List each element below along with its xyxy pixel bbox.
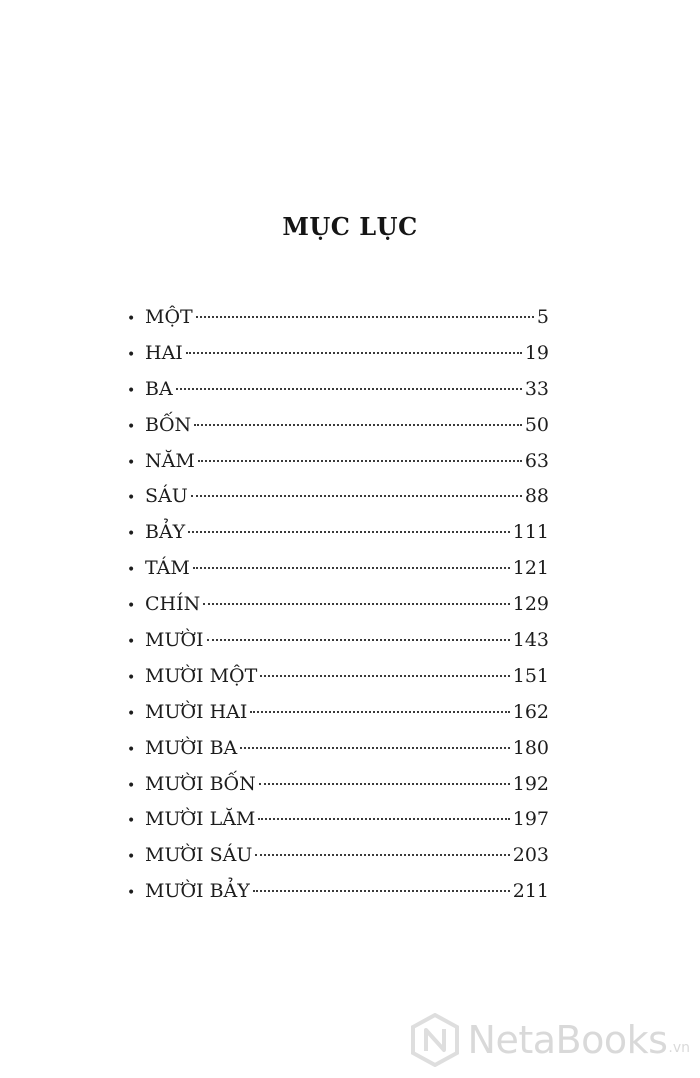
toc-entry[interactable] bbox=[127, 659, 549, 695]
bullet-icon: • bbox=[127, 669, 136, 686]
toc-entry-label: MƯỜI BỐN bbox=[145, 772, 256, 795]
toc-entry-label: BA bbox=[145, 377, 173, 400]
toc-entry-label: MƯỜI BA bbox=[145, 736, 238, 759]
toc-entry[interactable] bbox=[127, 479, 549, 515]
bullet-icon: • bbox=[127, 741, 136, 758]
bullet-icon: • bbox=[127, 454, 136, 471]
watermark-brand: NetaBooks bbox=[467, 1018, 668, 1062]
toc-entry-page-number: 180 bbox=[512, 736, 549, 759]
toc-entry-label: MƯỜI MỘT bbox=[145, 664, 258, 687]
dot-leader bbox=[203, 603, 509, 605]
bullet-icon: • bbox=[127, 705, 136, 722]
dot-leader bbox=[255, 854, 509, 856]
bullet-icon: • bbox=[127, 777, 136, 794]
dot-leader bbox=[260, 675, 509, 677]
toc-entry-label: HAI bbox=[145, 341, 183, 364]
toc-entry-page-number: 211 bbox=[512, 880, 549, 903]
dot-leader bbox=[188, 531, 510, 533]
watermark-suffix: .vn bbox=[668, 1040, 690, 1056]
bullet-icon: • bbox=[127, 346, 136, 363]
dot-leader bbox=[186, 352, 522, 354]
dot-leader bbox=[194, 424, 522, 426]
toc-entry-label: SÁU bbox=[145, 485, 188, 508]
toc-entry[interactable] bbox=[127, 767, 549, 803]
dot-leader bbox=[207, 639, 510, 641]
bullet-icon: • bbox=[127, 382, 136, 399]
dot-leader bbox=[258, 818, 509, 820]
toc-entry-page-number: 50 bbox=[524, 413, 549, 436]
toc-entry-label: NĂM bbox=[145, 449, 195, 472]
toc-entry-page-number: 88 bbox=[524, 485, 549, 508]
toc-entry-page-number: 121 bbox=[512, 557, 549, 580]
toc-entry-label: MƯỜI HAI bbox=[145, 700, 248, 723]
toc-entry[interactable] bbox=[127, 587, 549, 623]
toc-entry-page-number: 111 bbox=[512, 521, 549, 544]
toc-entry[interactable] bbox=[127, 802, 549, 838]
toc-entry-page-number: 162 bbox=[512, 700, 549, 723]
dot-leader bbox=[196, 316, 534, 318]
toc-entry[interactable] bbox=[127, 336, 549, 372]
toc-entry-label: TÁM bbox=[145, 557, 190, 580]
toc-entry-page-number: 129 bbox=[512, 593, 549, 616]
dot-leader bbox=[198, 460, 522, 462]
page-title: MỤC LỤC bbox=[282, 212, 418, 241]
toc-entry[interactable] bbox=[127, 300, 549, 336]
netabooks-logo-icon bbox=[410, 1013, 460, 1067]
bullet-icon: • bbox=[127, 885, 136, 902]
toc-entry[interactable] bbox=[127, 623, 549, 659]
dot-leader bbox=[176, 388, 522, 390]
table-of-contents bbox=[127, 300, 549, 910]
toc-entry-label: MƯỜI bbox=[145, 629, 204, 652]
toc-entry[interactable] bbox=[127, 408, 549, 444]
dot-leader bbox=[193, 567, 510, 569]
toc-entry-label: MƯỜI SÁU bbox=[145, 844, 253, 867]
toc-entry-label: BẢY bbox=[145, 521, 186, 544]
bullet-icon: • bbox=[127, 311, 136, 327]
toc-entry-label: MƯỜI BẢY bbox=[145, 880, 250, 903]
toc-entry-label: BỐN bbox=[145, 413, 192, 436]
toc-entry-label: CHÍN bbox=[145, 593, 201, 616]
toc-entry-page-number: 197 bbox=[512, 808, 549, 831]
toc-entry-page-number: 143 bbox=[512, 629, 549, 652]
toc-entry-page-number: 5 bbox=[536, 306, 549, 328]
toc-entry[interactable] bbox=[127, 695, 549, 731]
toc-entry-label: MƯỜI LĂM bbox=[145, 808, 256, 831]
dot-leader bbox=[240, 747, 509, 749]
bullet-icon: • bbox=[127, 490, 136, 507]
toc-entry-page-number: 203 bbox=[512, 844, 549, 867]
bullet-icon: • bbox=[127, 849, 136, 866]
toc-entry-page-number: 63 bbox=[524, 449, 549, 472]
dot-leader bbox=[253, 890, 510, 892]
toc-entry-page-number: 192 bbox=[512, 772, 549, 795]
toc-entry[interactable] bbox=[127, 551, 549, 587]
dot-leader bbox=[191, 495, 522, 497]
toc-entry-page-number: 19 bbox=[524, 341, 549, 364]
toc-entry[interactable] bbox=[127, 731, 549, 767]
bullet-icon: • bbox=[127, 418, 136, 435]
toc-entry[interactable] bbox=[127, 372, 549, 408]
watermark bbox=[410, 1012, 690, 1068]
bullet-icon: • bbox=[127, 562, 136, 579]
bullet-icon: • bbox=[127, 598, 136, 615]
toc-entry[interactable] bbox=[127, 515, 549, 551]
dot-leader bbox=[250, 711, 509, 713]
toc-entry-page-number: 151 bbox=[512, 664, 549, 687]
bullet-icon: • bbox=[127, 813, 136, 830]
toc-entry[interactable] bbox=[127, 874, 549, 910]
toc-entry-label: MỘT bbox=[145, 306, 193, 328]
toc-entry-page-number: 33 bbox=[524, 377, 549, 400]
toc-entry[interactable] bbox=[127, 444, 549, 480]
bullet-icon: • bbox=[127, 634, 136, 651]
bullet-icon: • bbox=[127, 526, 136, 543]
dot-leader bbox=[259, 783, 510, 785]
toc-entry[interactable] bbox=[127, 838, 549, 874]
